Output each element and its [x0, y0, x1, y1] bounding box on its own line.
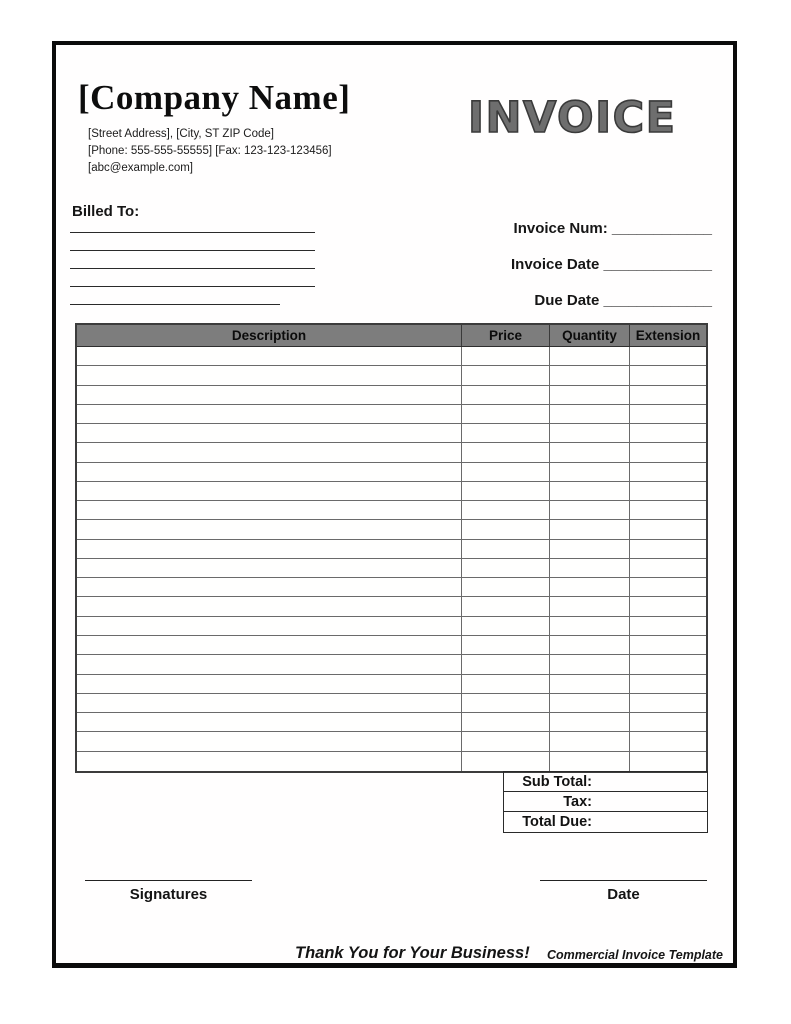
item-cell-price — [462, 520, 550, 538]
totals-box — [503, 771, 708, 833]
meta-label: Invoice Date — [511, 256, 604, 273]
item-cell-description — [77, 578, 462, 596]
item-cell-quantity — [550, 636, 630, 654]
item-cell-quantity — [550, 347, 630, 365]
column-header-price: Price — [462, 325, 550, 346]
item-cell-description — [77, 540, 462, 558]
item-row — [77, 694, 706, 713]
item-cell-quantity — [550, 578, 630, 596]
item-cell-description — [77, 675, 462, 693]
invoice-meta-row — [511, 254, 712, 276]
company-street-address: [Street Address], [City, ST ZIP Code] — [88, 128, 274, 140]
item-cell-price — [462, 386, 550, 404]
invoice-meta — [511, 218, 712, 326]
item-cell-quantity — [550, 694, 630, 712]
item-cell-extension — [630, 597, 706, 615]
item-cell-extension — [630, 713, 706, 731]
item-cell-price — [462, 694, 550, 712]
company-name: [Company Name] — [78, 78, 351, 117]
item-cell-extension — [630, 675, 706, 693]
item-cell-description — [77, 752, 462, 771]
item-cell-price — [462, 347, 550, 365]
total-row — [504, 812, 707, 832]
item-cell-quantity — [550, 386, 630, 404]
meta-blank-field: _____________ — [603, 292, 712, 309]
item-cell-price — [462, 732, 550, 750]
item-cell-extension — [630, 424, 706, 442]
signature-line — [85, 880, 252, 881]
item-cell-description — [77, 520, 462, 538]
billed-to-blank-line — [70, 215, 315, 233]
item-row — [77, 597, 706, 616]
item-cell-extension — [630, 347, 706, 365]
item-cell-description — [77, 482, 462, 500]
item-cell-price — [462, 443, 550, 461]
item-row — [77, 617, 706, 636]
item-cell-description — [77, 386, 462, 404]
item-cell-description — [77, 347, 462, 365]
item-cell-price — [462, 366, 550, 384]
item-row — [77, 501, 706, 520]
item-cell-description — [77, 636, 462, 654]
item-cell-price — [462, 405, 550, 423]
column-header-quantity: Quantity — [550, 325, 630, 346]
company-email: [abc@example.com] — [88, 162, 193, 175]
column-header-description: Description — [77, 325, 462, 346]
total-label: Sub Total: — [522, 773, 592, 790]
item-cell-description — [77, 617, 462, 635]
total-row — [504, 772, 707, 792]
item-cell-quantity — [550, 366, 630, 384]
signature-block — [85, 880, 252, 903]
item-cell-price — [462, 559, 550, 577]
item-cell-description — [77, 366, 462, 384]
item-cell-extension — [630, 752, 706, 771]
item-cell-description — [77, 424, 462, 442]
item-cell-quantity — [550, 655, 630, 673]
item-cell-description — [77, 443, 462, 461]
meta-label: Due Date — [534, 292, 604, 309]
item-cell-extension — [630, 732, 706, 750]
item-row — [77, 675, 706, 694]
total-label: Total Due: — [522, 814, 592, 830]
item-row — [77, 347, 706, 366]
item-cell-price — [462, 463, 550, 481]
item-cell-quantity — [550, 713, 630, 731]
date-block — [540, 880, 707, 903]
invoice-meta-row — [511, 290, 712, 312]
meta-label: Invoice Num: — [513, 220, 612, 237]
item-cell-extension — [630, 578, 706, 596]
item-cell-price — [462, 578, 550, 596]
item-row — [77, 482, 706, 501]
total-row — [504, 792, 707, 812]
item-cell-price — [462, 636, 550, 654]
item-cell-price — [462, 540, 550, 558]
item-row — [77, 520, 706, 539]
item-cell-quantity — [550, 597, 630, 615]
item-cell-price — [462, 501, 550, 519]
item-cell-extension — [630, 655, 706, 673]
invoice-meta-row — [511, 218, 712, 240]
item-cell-price — [462, 617, 550, 635]
item-cell-description — [77, 559, 462, 577]
item-cell-description — [77, 463, 462, 481]
item-row — [77, 578, 706, 597]
company-address-block — [88, 126, 332, 178]
item-cell-extension — [630, 463, 706, 481]
company-phone-fax: [Phone: 555-555-55555] [Fax: 123-123-123456] — [88, 145, 332, 158]
item-cell-price — [462, 424, 550, 442]
item-cell-extension — [630, 405, 706, 423]
item-cell-description — [77, 713, 462, 731]
item-cell-extension — [630, 366, 706, 384]
item-cell-description — [77, 732, 462, 750]
item-cell-description — [77, 405, 462, 423]
billed-to-label: Billed To: — [72, 203, 140, 220]
item-cell-extension — [630, 386, 706, 404]
page-border-frame — [52, 41, 737, 968]
item-row — [77, 443, 706, 462]
item-cell-quantity — [550, 617, 630, 635]
meta-blank-field: ____________ — [611, 220, 712, 237]
item-cell-quantity — [550, 732, 630, 750]
items-table-body — [77, 347, 706, 771]
item-cell-description — [77, 501, 462, 519]
meta-blank-field: _____________ — [603, 256, 712, 273]
invoice-title: INVOICE — [468, 93, 677, 143]
item-row — [77, 386, 706, 405]
item-cell-quantity — [550, 520, 630, 538]
billed-to-blank-line — [70, 287, 280, 305]
item-row — [77, 752, 706, 771]
item-cell-quantity — [550, 559, 630, 577]
item-cell-price — [462, 597, 550, 615]
item-cell-price — [462, 675, 550, 693]
billed-to-lines — [70, 215, 315, 305]
item-cell-description — [77, 655, 462, 673]
billed-to-blank-line — [70, 251, 315, 269]
item-row — [77, 405, 706, 424]
item-cell-quantity — [550, 540, 630, 558]
column-header-extension: Extension — [635, 328, 701, 343]
item-cell-extension — [630, 443, 706, 461]
item-row — [77, 366, 706, 385]
date-label: Date — [607, 886, 640, 903]
item-row — [77, 655, 706, 674]
item-cell-extension — [630, 617, 706, 635]
footer-template-name: Commercial Invoice Template — [547, 948, 723, 962]
item-cell-price — [462, 655, 550, 673]
item-cell-quantity — [550, 501, 630, 519]
item-cell-extension — [630, 559, 706, 577]
items-table-header — [77, 325, 706, 347]
item-cell-quantity — [550, 405, 630, 423]
item-cell-quantity — [550, 424, 630, 442]
item-row — [77, 559, 706, 578]
item-cell-price — [462, 752, 550, 771]
item-cell-extension — [630, 482, 706, 500]
item-cell-price — [462, 713, 550, 731]
item-cell-extension — [630, 501, 706, 519]
item-cell-quantity — [550, 752, 630, 771]
item-row — [77, 713, 706, 732]
item-row — [77, 540, 706, 559]
item-row — [77, 636, 706, 655]
footer-thanks-message: Thank You for Your Business! — [295, 944, 530, 962]
item-cell-quantity — [550, 675, 630, 693]
billed-to-blank-line — [70, 233, 315, 251]
items-table — [75, 323, 708, 773]
item-cell-quantity — [550, 482, 630, 500]
item-row — [77, 732, 706, 751]
item-cell-description — [77, 597, 462, 615]
item-cell-extension — [630, 694, 706, 712]
item-cell-extension — [630, 540, 706, 558]
item-row — [77, 463, 706, 482]
item-cell-price — [462, 482, 550, 500]
item-cell-extension — [630, 636, 706, 654]
item-row — [77, 424, 706, 443]
date-line — [540, 880, 707, 881]
item-cell-quantity — [550, 443, 630, 461]
billed-to-blank-line — [70, 269, 315, 287]
item-cell-extension — [630, 520, 706, 538]
item-cell-quantity — [550, 463, 630, 481]
signature-label: Signatures — [129, 886, 208, 903]
total-label: Tax: — [563, 793, 592, 810]
item-cell-description — [77, 694, 462, 712]
